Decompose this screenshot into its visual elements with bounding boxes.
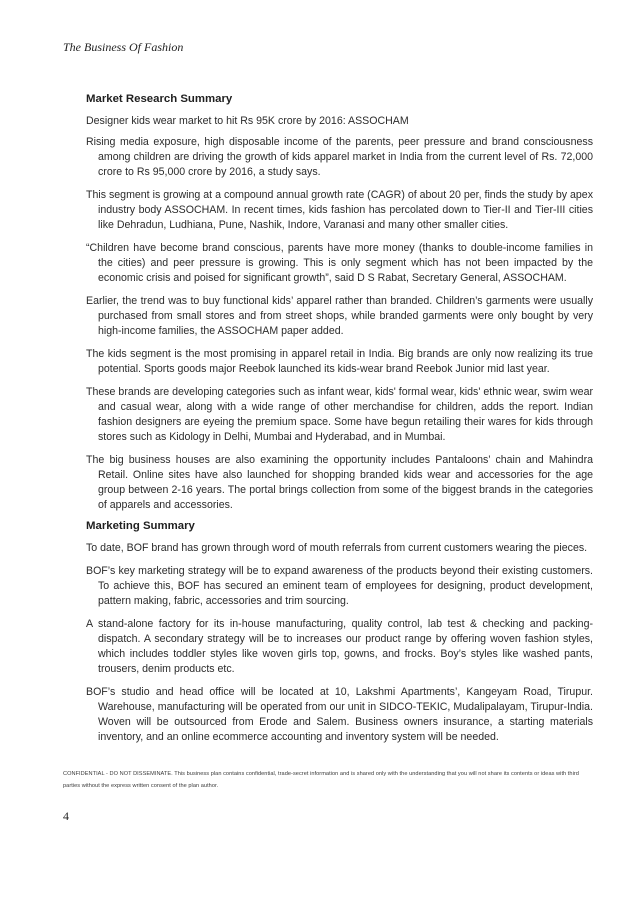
market-research-heading: Market Research Summary bbox=[86, 93, 233, 105]
marketing-summary-heading: Marketing Summary bbox=[86, 520, 195, 532]
marketing-paragraph: A stand-alone factory for its in-house manufacturing, quality control, lab test & checking and packing-dispatch. A secondary strategy will be to increases our product range by offering woven fashion styles, which includes toddler styles like woven girls top, gowns, and frocks. Boy’s styles like washed pants, trousers, denim products etc. bbox=[86, 618, 593, 675]
market-research-paragraph: Rising media exposure, high disposable income of the parents, peer pressure and brand consciousness among children are driving the growth of kids apparel market in India from the current level of Rs. 72,000 crore to Rs 95,000 crore by 2016, a study says. bbox=[86, 136, 593, 178]
market-research-paragraph: Designer kids wear market to hit Rs 95K crore by 2016: ASSOCHAM bbox=[86, 115, 409, 127]
marketing-paragraph: To date, BOF brand has grown through word of mouth referrals from current customers wearing the pieces. bbox=[86, 542, 588, 554]
market-research-paragraph: The big business houses are also examining the opportunity includes Pantaloons’ chain and Mahindra Retail. Online sites have also launched for shopping branded kids wear and accessories for the age group between 2-16 years. The portal brings collection from some of the biggest brands in the categories of apparels and accessories. bbox=[86, 454, 593, 511]
market-research-paragraph: “Children have become brand conscious, parents have more money (thanks to double-income families in the cities) and peer pressure is growing. This is only segment which has not been impacted by the economic crisis and poised for significant growth”, said D S Rabat, Secretary General, ASSOCHAM. bbox=[86, 242, 593, 284]
confidentiality-notice: CONFIDENTIAL - DO NOT DISSEMINATE. This business plan contains confidential, trade-secret information and is shared only with the understanding that you will not share its contents or ideas with third parties without the express written consent of the plan author. bbox=[63, 771, 579, 789]
market-research-paragraph: This segment is growing at a compound annual growth rate (CAGR) of about 20 per, finds the study by apex industry body ASSOCHAM. In recent times, kids fashion has percolated down to Tier-II and Tier-III cities like Dehradun, Ludhiana, Pune, Nashik, Indore, Varanasi and many other smaller cities. bbox=[86, 189, 593, 231]
marketing-paragraph: BOF’s studio and head office will be located at 10, Lakshmi Apartments’, Kangeyam Road, Tirupur. Warehouse, manufacturing will be operated from our unit in SIDCO-TEKIC, Mudalipalayam, Tirupur-India. Woven will be outsourced from Erode and Salem. Business owners insurance, a starting materials inventory, and an online ecommerce accounting and inventory system will be needed. bbox=[86, 686, 593, 743]
market-research-paragraph: The kids segment is the most promising in apparel retail in India. Big brands are only now realizing its true potential. Sports goods major Reebok launched its kids-wear brand Reebok Junior mid last year. bbox=[86, 348, 593, 375]
marketing-paragraph: BOF’s key marketing strategy will be to expand awareness of the products beyond their existing customers. To achieve this, BOF has secured an eminent team of employees for designing, product development, pattern making, fabric, accessories and trim sourcing. bbox=[86, 565, 593, 607]
page-number: 4 bbox=[63, 809, 69, 823]
page-content bbox=[86, 92, 593, 753]
market-research-paragraph: Earlier, the trend was to buy functional kids’ apparel rather than branded. Children’s garments were usually purchased from small stores and from street shops, while branded garments were only bought by very high-income families, the ASSOCHAM paper added. bbox=[86, 295, 593, 337]
document-header-title: The Business Of Fashion bbox=[63, 40, 184, 54]
market-research-paragraph: These brands are developing categories such as infant wear, kids' formal wear, kids' ethnic wear, swim wear and casual wear, along with a wide range of other merchandise for children, adds the report. Indian fashion designers are eyeing the premium space. Some have begun retailing their wares for kids through stores such as Kidology in Delhi, Mumbai and Hyderabad, and in Mumbai. bbox=[86, 386, 593, 443]
